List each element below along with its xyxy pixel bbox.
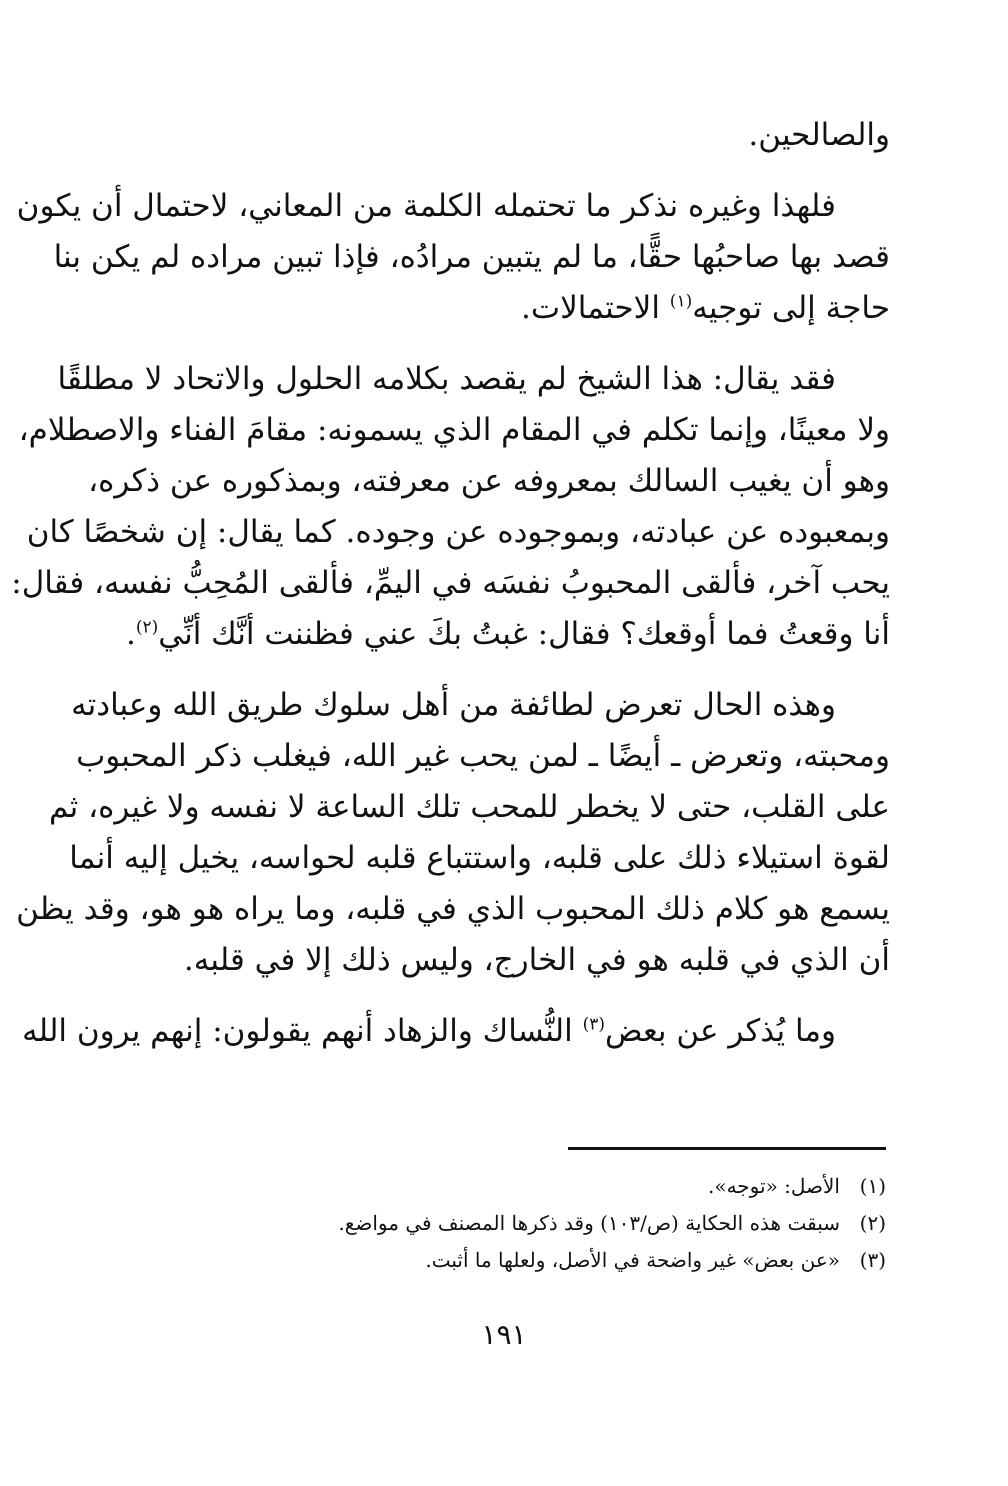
text-run: وما يُذكر عن بعض bbox=[604, 1013, 836, 1049]
paragraph bbox=[11, 354, 890, 660]
paragraph bbox=[16, 181, 890, 334]
footnote-item bbox=[100, 1168, 886, 1205]
text-line: على القلب، حتى لا يخطر للمحب تلك الساعة لا نفسه ولا غيره، ثم bbox=[49, 789, 890, 825]
footnote-marker[interactable]: (٢) bbox=[135, 617, 159, 638]
text-line: وهذه الحال تعرض لطائفة من أهل سلوك طريق الله وعبادته bbox=[71, 687, 836, 723]
text-run: حاجة إلى توجيه bbox=[692, 290, 890, 326]
text-run: أنا وقعتُ فما أوقعك؟ فقال: غبتُ بكَ عني فظننت أنَّك أنِّي bbox=[158, 616, 890, 652]
text-line: والصالحين. bbox=[748, 117, 890, 153]
footnote-text: سبقت هذه الحكاية (ص/١٠٣) وقد ذكرها المصنف في مواضع. bbox=[338, 1211, 840, 1235]
paragraph bbox=[16, 680, 890, 986]
paragraph-gap bbox=[100, 334, 890, 354]
page-body bbox=[11, 110, 890, 1057]
text-line: قصد بها صاحبُها حقًّا، ما لم يتبين مرادُه، فإذا تبين مراده لم يكن بنا bbox=[53, 239, 890, 275]
text-line: يحب آخر، فألقى المحبوبُ نفسَه في اليمِّ، فألقى المُحِبُّ نفسه، فقال: bbox=[11, 565, 890, 601]
footnote-item bbox=[100, 1205, 886, 1242]
paragraph bbox=[22, 1006, 890, 1057]
footnote-separator bbox=[568, 1147, 886, 1150]
text-line bbox=[100, 609, 890, 660]
footnote-number: (٢) bbox=[859, 1211, 886, 1235]
footnote-item bbox=[100, 1242, 886, 1279]
text-line: فقد يقال: هذا الشيخ لم يقصد بكلامه الحلول والاتحاد لا مطلقًا bbox=[57, 361, 836, 397]
text-line: وهو أن يغيب السالك بمعروفه عن معرفته، وبمذكوره عن ذكره، bbox=[88, 463, 890, 499]
footnote-marker[interactable]: (٣) bbox=[582, 1014, 605, 1035]
paragraph-gap bbox=[100, 986, 890, 1006]
footnote-text: الأصل: «توجه». bbox=[707, 1174, 840, 1198]
text-line: أن الذي في قلبه هو في الخارج، وليس ذلك إلا في قلبه. bbox=[183, 942, 890, 978]
text-run: . bbox=[125, 616, 136, 652]
text-run: الاحتمالات. bbox=[521, 290, 670, 326]
text-line: لقوة استيلاء ذلك على قلبه، واستتباع قلبه لحواسه، يخيل إليه أنما bbox=[69, 840, 890, 876]
page-number: ١٩١ bbox=[481, 1318, 527, 1351]
text-line: يسمع هو كلام ذلك المحبوب الذي في قلبه، وما يراه هو هو، وقد يظن bbox=[16, 891, 890, 927]
text-line bbox=[22, 1006, 890, 1057]
footnotes bbox=[100, 1168, 886, 1279]
paragraph-gap bbox=[100, 161, 890, 181]
text-line bbox=[100, 283, 890, 334]
paragraph-gap bbox=[100, 660, 890, 680]
text-line: ولا معينًا، وإنما تكلم في المقام الذي يسمونه: مقامَ الفناء والاصطلام، bbox=[18, 412, 890, 448]
text-line: ومحبته، وتعرض ـ أيضًا ـ لمن يحب غير الله، فيغلب ذكر المحبوب bbox=[76, 738, 890, 774]
footnote-text: «عن بعض» غير واضحة في الأصل، ولعلها ما أثبت. bbox=[425, 1248, 840, 1272]
footnote-marker[interactable]: (١) bbox=[669, 291, 693, 312]
footnote-number: (٣) bbox=[859, 1248, 886, 1272]
text-line: فلهذا وغيره نذكر ما تحتمله الكلمة من المعاني، لاحتمال أن يكون bbox=[16, 188, 836, 224]
text-run: النُّساك والزهاد أنهم يقولون: إنهم يرون الله bbox=[22, 1013, 583, 1049]
text-line: وبمعبوده عن عبادته، وبموجوده عن وجوده. كما يقال: إن شخصًا كان bbox=[26, 514, 890, 550]
footnote-number: (١) bbox=[859, 1174, 886, 1198]
